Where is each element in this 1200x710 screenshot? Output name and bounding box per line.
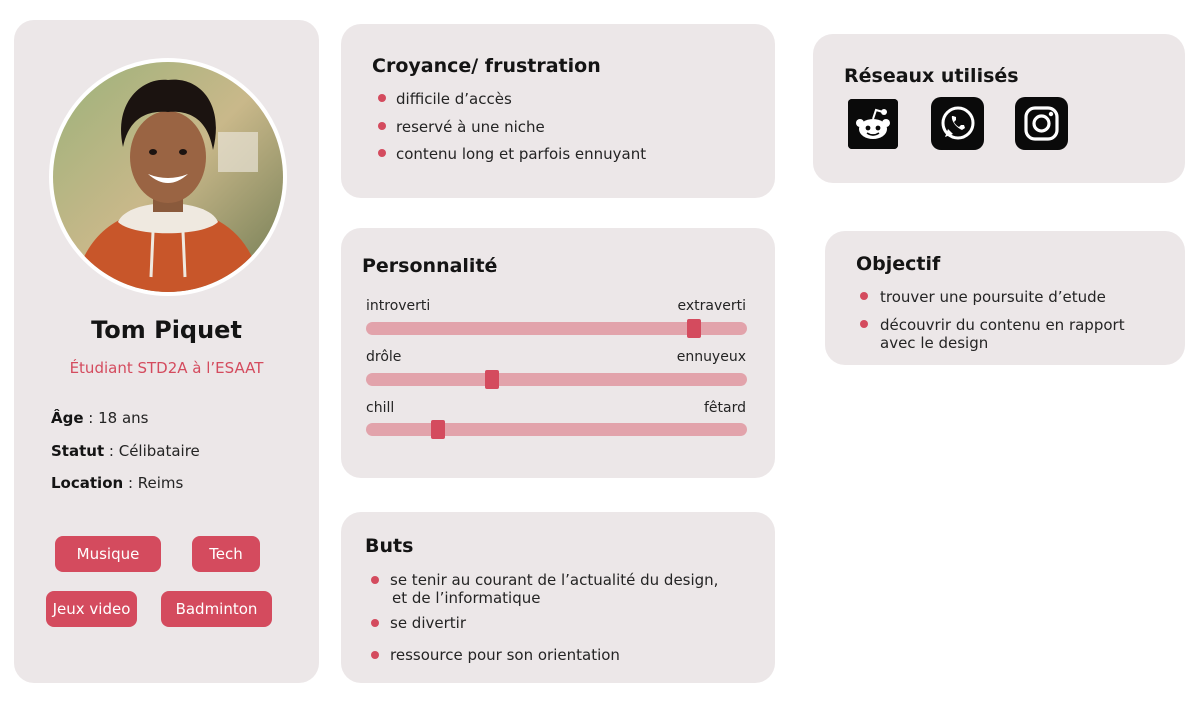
- croyance-title: Croyance/ frustration: [372, 55, 601, 77]
- list-item-line: découvrir du contenu en rapport: [880, 316, 1125, 334]
- whatsapp-icon[interactable]: [931, 97, 984, 150]
- objectif-list: [860, 288, 1125, 362]
- list-item-line: et de l’informatique: [392, 589, 541, 607]
- trait-slider-introverti-extraverti[interactable]: [366, 322, 747, 335]
- trait-slider-drole-ennuyeux[interactable]: [366, 373, 747, 386]
- list-item: [860, 316, 1125, 352]
- reseaux-title: Réseaux utilisés: [844, 65, 1019, 87]
- list-item: se divertir: [371, 614, 751, 632]
- list-item-line: avec le design: [880, 334, 989, 352]
- slider-right-label: extraverti: [677, 298, 746, 314]
- list-item: reservé à une niche: [376, 118, 646, 136]
- instagram-icon[interactable]: [1015, 97, 1068, 150]
- slider-left-label: chill: [366, 400, 395, 416]
- info-status-value: : Célibataire: [104, 442, 200, 460]
- croyance-card: [341, 24, 775, 198]
- buts-list: [371, 571, 751, 664]
- objectif-title: Objectif: [856, 253, 941, 275]
- list-item: difficile d’accès: [376, 90, 646, 108]
- info-status-label: Statut: [51, 442, 105, 460]
- avatar: [49, 58, 287, 296]
- personnalite-card: [341, 228, 775, 478]
- info-age-value: : 18 ans: [83, 409, 149, 427]
- info-location: [51, 474, 183, 492]
- profile-role: Étudiant STD2A à l’ESAAT: [69, 359, 264, 377]
- croyance-list: [376, 90, 646, 173]
- list-item: ressource pour son orientation: [371, 646, 751, 664]
- tag-badminton[interactable]: Badminton: [161, 591, 272, 627]
- reddit-icon[interactable]: [848, 99, 898, 149]
- info-location-value: : Reims: [123, 474, 184, 492]
- slider-thumb[interactable]: [687, 319, 701, 338]
- avatar-photo: [53, 62, 283, 292]
- profile-card: [14, 20, 319, 683]
- info-age-label: Âge: [51, 409, 84, 427]
- profile-name: Tom Piquet: [91, 316, 242, 344]
- buts-title: Buts: [365, 535, 414, 557]
- list-item-line: se tenir au courant de l’actualité du design,: [390, 571, 719, 589]
- slider-right-label: fêtard: [703, 400, 746, 416]
- slider-thumb[interactable]: [485, 370, 499, 389]
- slider-right-label: ennuyeux: [676, 349, 746, 365]
- list-item: [371, 571, 751, 607]
- tag-musique[interactable]: Musique: [55, 536, 161, 572]
- list-item: contenu long et parfois ennuyant: [376, 145, 646, 163]
- info-location-label: Location: [51, 474, 124, 492]
- objectif-card: [825, 231, 1185, 365]
- slider-left-label: drôle: [366, 349, 402, 365]
- reseaux-card: [813, 34, 1185, 183]
- info-age: [51, 409, 149, 427]
- trait-slider-chill-fetard[interactable]: [366, 423, 747, 436]
- slider-thumb[interactable]: [431, 420, 445, 439]
- tag-tech[interactable]: Tech: [192, 536, 260, 572]
- personnalite-title: Personnalité: [362, 255, 498, 277]
- tag-jeux-video[interactable]: Jeux video: [46, 591, 137, 627]
- info-status: [51, 442, 200, 460]
- buts-card: [341, 512, 775, 683]
- list-item: trouver une poursuite d’etude: [860, 288, 1125, 306]
- slider-left-label: introverti: [366, 298, 431, 314]
